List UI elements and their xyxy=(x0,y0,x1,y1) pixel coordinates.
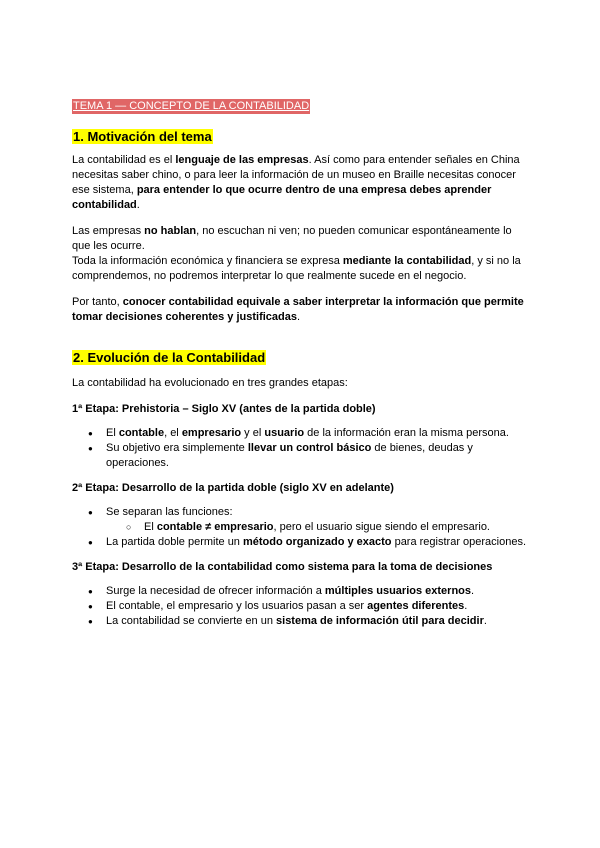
document-title: TEMA 1 — CONCEPTO DE LA CONTABILIDAD xyxy=(73,100,310,112)
list-item: ● Surge la necesidad de ofrecer información a múltiples usuarios externos. xyxy=(72,584,532,599)
list-item: ● El contable, el empresario y el usuario de la información eran la misma persona. xyxy=(72,426,532,441)
paragraph-intro-etapas: La contabilidad ha evolucionado en tres grandes etapas: xyxy=(72,377,348,389)
list-item: ● El contable, el empresario y los usuarios pasan a ser agentes diferentes. xyxy=(72,599,532,614)
etapa-3-heading: 3ª Etapa: Desarrollo de la contabilidad como sistema para la toma de decisiones xyxy=(72,561,493,573)
list-item: ● La partida doble permite un método organizado y exacto para registrar operaciones. xyxy=(72,535,532,550)
etapa-2-heading: 2ª Etapa: Desarrollo de la partida doble (siglo XV en adelante) xyxy=(72,482,394,494)
section-heading-motivacion: 1. Motivación del tema xyxy=(73,129,212,144)
document-content xyxy=(72,96,532,629)
list-item: ● Su objetivo era simplemente llevar un control básico de bienes, deudas y operaciones. xyxy=(72,441,532,471)
list-item: ● La contabilidad se convierte en un sistema de información útil para decidir. xyxy=(72,614,532,629)
etapa-1-list xyxy=(72,426,532,471)
paragraph-no-hablan: Las empresas no hablan, no escuchan ni ven; no pueden comunicar espontáneamente lo que les ocurre. xyxy=(72,225,512,252)
paragraph-por-tanto: Por tanto, conocer contabilidad equivale a saber interpretar la información que permite tomar decisiones coherentes y justificadas. xyxy=(72,296,524,323)
list-subitem: ○ El contable ≠ empresario, pero el usuario sigue siendo el empresario. xyxy=(72,520,532,535)
etapa-2-list xyxy=(72,505,532,550)
section-heading-evolucion: 2. Evolución de la Contabilidad xyxy=(73,350,266,365)
etapa-1-heading: 1ª Etapa: Prehistoria – Siglo XV (antes de la partida doble) xyxy=(72,403,376,415)
paragraph-informacion: Toda la información económica y financiera se expresa mediante la contabilidad, y si no la comprendemos, no podremos interpretar lo que realmente sucede en el negocio. xyxy=(72,255,521,282)
list-item: ● Se separan las funciones: xyxy=(72,505,532,520)
etapa-3-list xyxy=(72,584,532,629)
paragraph-lenguaje: La contabilidad es el lenguaje de las empresas. Así como para entender señales en China necesitas saber chino, o para leer la información de un museo en Braille necesitas conocer ese sistema, para entender lo que ocurre dentro de una empresa debes aprender contabilidad. xyxy=(72,154,520,211)
